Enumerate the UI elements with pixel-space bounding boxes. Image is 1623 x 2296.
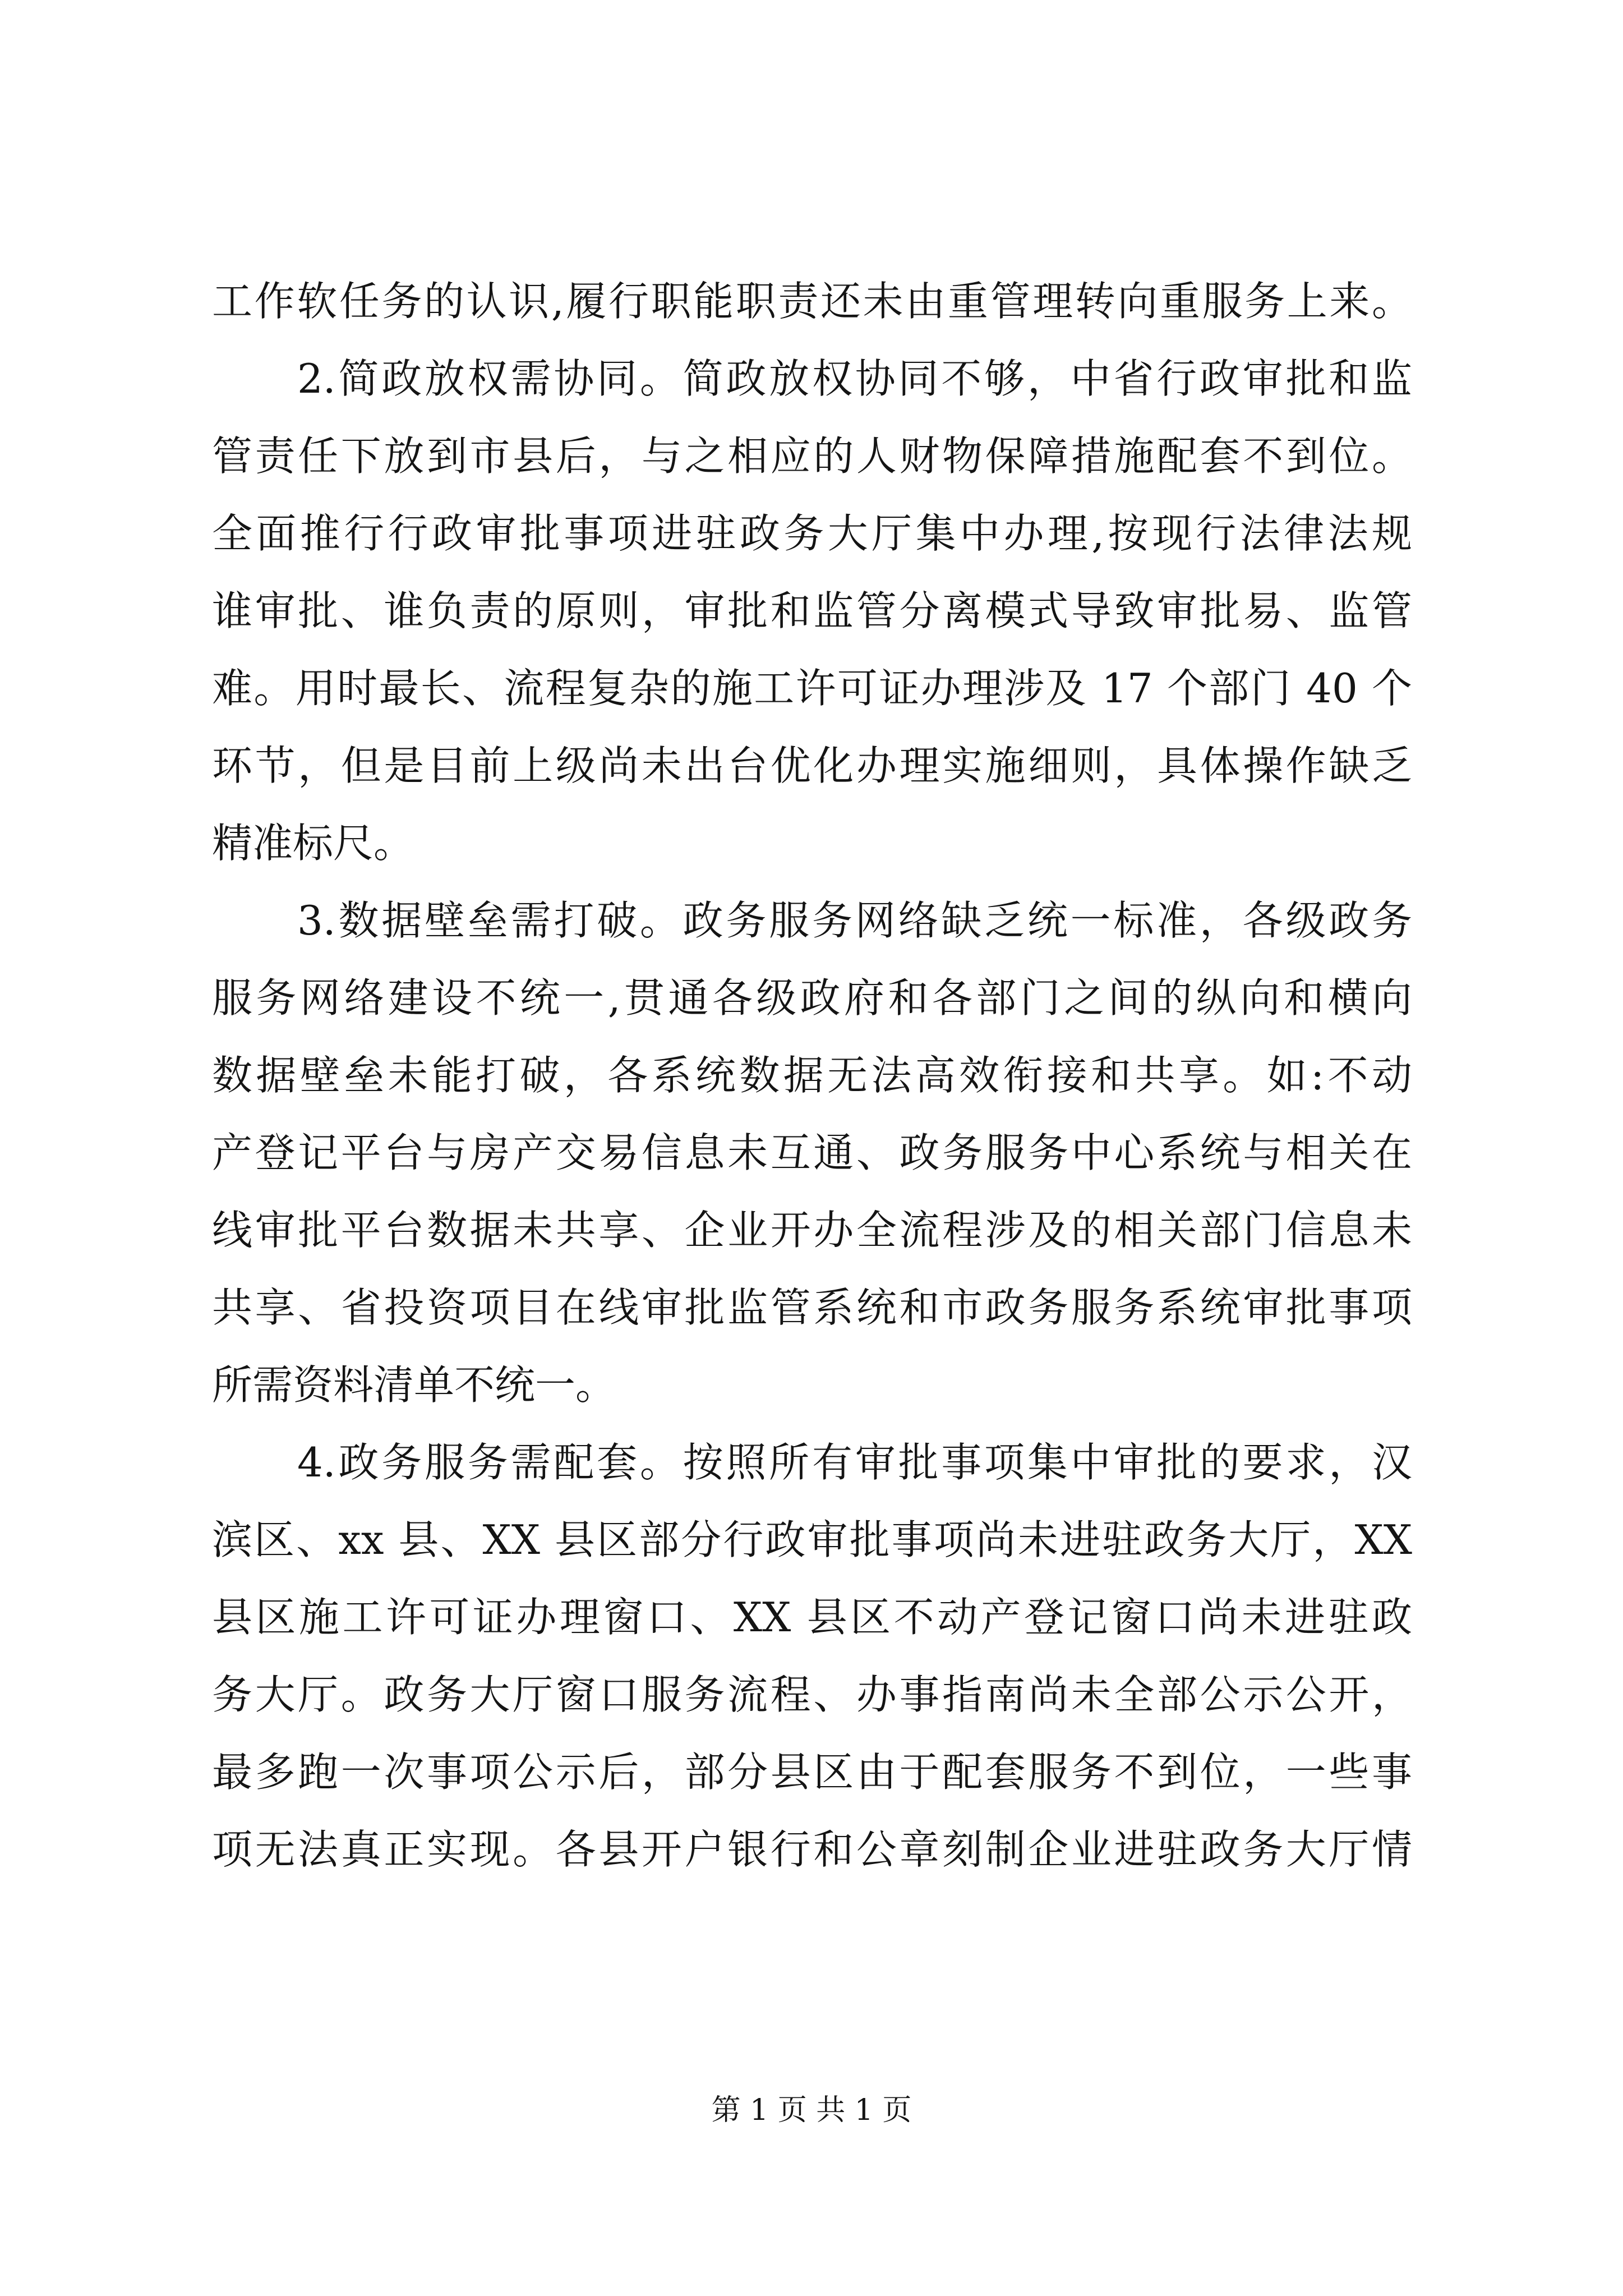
text-line: 产登记平台与房产交易信息未互通、政务服务中心系统与相关在 bbox=[212, 1129, 1412, 1176]
text-line: 数据壁垒未能打破，各系统数据无法高效衔接和共享。如:不动 bbox=[212, 1052, 1412, 1099]
text-line: 滨区、xx 县、XX 县区部分行政审批事项尚未进驻政务大厅，XX bbox=[212, 1516, 1412, 1563]
text-line: 难。用时最长、流程复杂的施工许可证办理涉及 17 个部门 40 个 bbox=[212, 665, 1412, 712]
text-line: 县区施工许可证办理窗口、XX 县区不动产登记窗口尚未进驻政 bbox=[212, 1594, 1412, 1641]
page-footer: 第 1 页 共 1 页 bbox=[711, 2093, 912, 2127]
text-line: 2.简政放权需协同。简政放权协同不够，中省行政审批和监 bbox=[297, 355, 1412, 402]
text-line: 项无法真正实现。各县开户银行和公章刻制企业进驻政务大厅情 bbox=[212, 1826, 1412, 1873]
text-line: 工作软任务的认识,履行职能职责还未由重管理转向重服务上来。 bbox=[212, 278, 1412, 325]
text-line: 共享、省投资项目在线审批监管系统和市政务服务系统审批事项 bbox=[212, 1284, 1412, 1331]
text-line: 线审批平台数据未共享、企业开办全流程涉及的相关部门信息未 bbox=[212, 1207, 1412, 1254]
text-line: 务大厅。政务大厅窗口服务流程、办事指南尚未全部公示公开， bbox=[212, 1671, 1412, 1718]
text-line: 环节，但是目前上级尚未出台优化办理实施细则，具体操作缺乏 bbox=[212, 742, 1412, 789]
text-line: 服务网络建设不统一,贯通各级政府和各部门之间的纵向和横向 bbox=[212, 974, 1412, 1022]
text-line: 谁审批、谁负责的原则，审批和监管分离模式导致审批易、监管 bbox=[212, 587, 1412, 634]
text-line: 4.政务服务需配套。按照所有审批事项集中审批的要求，汉 bbox=[297, 1439, 1412, 1486]
text-line: 管责任下放到市县后，与之相应的人财物保障措施配套不到位。 bbox=[212, 432, 1412, 480]
text-line: 全面推行行政审批事项进驻政务大厅集中办理,按现行法律法规 bbox=[212, 510, 1412, 557]
text-line: 所需资料清单不统一。 bbox=[212, 1361, 616, 1409]
document-body bbox=[212, 263, 1412, 1888]
text-line: 最多跑一次事项公示后，部分县区由于配套服务不到位，一些事 bbox=[212, 1749, 1412, 1796]
text-line: 3.数据壁垒需打破。政务服务网络缺乏统一标准，各级政务 bbox=[297, 897, 1412, 944]
text-line: 精准标尺。 bbox=[212, 820, 414, 867]
